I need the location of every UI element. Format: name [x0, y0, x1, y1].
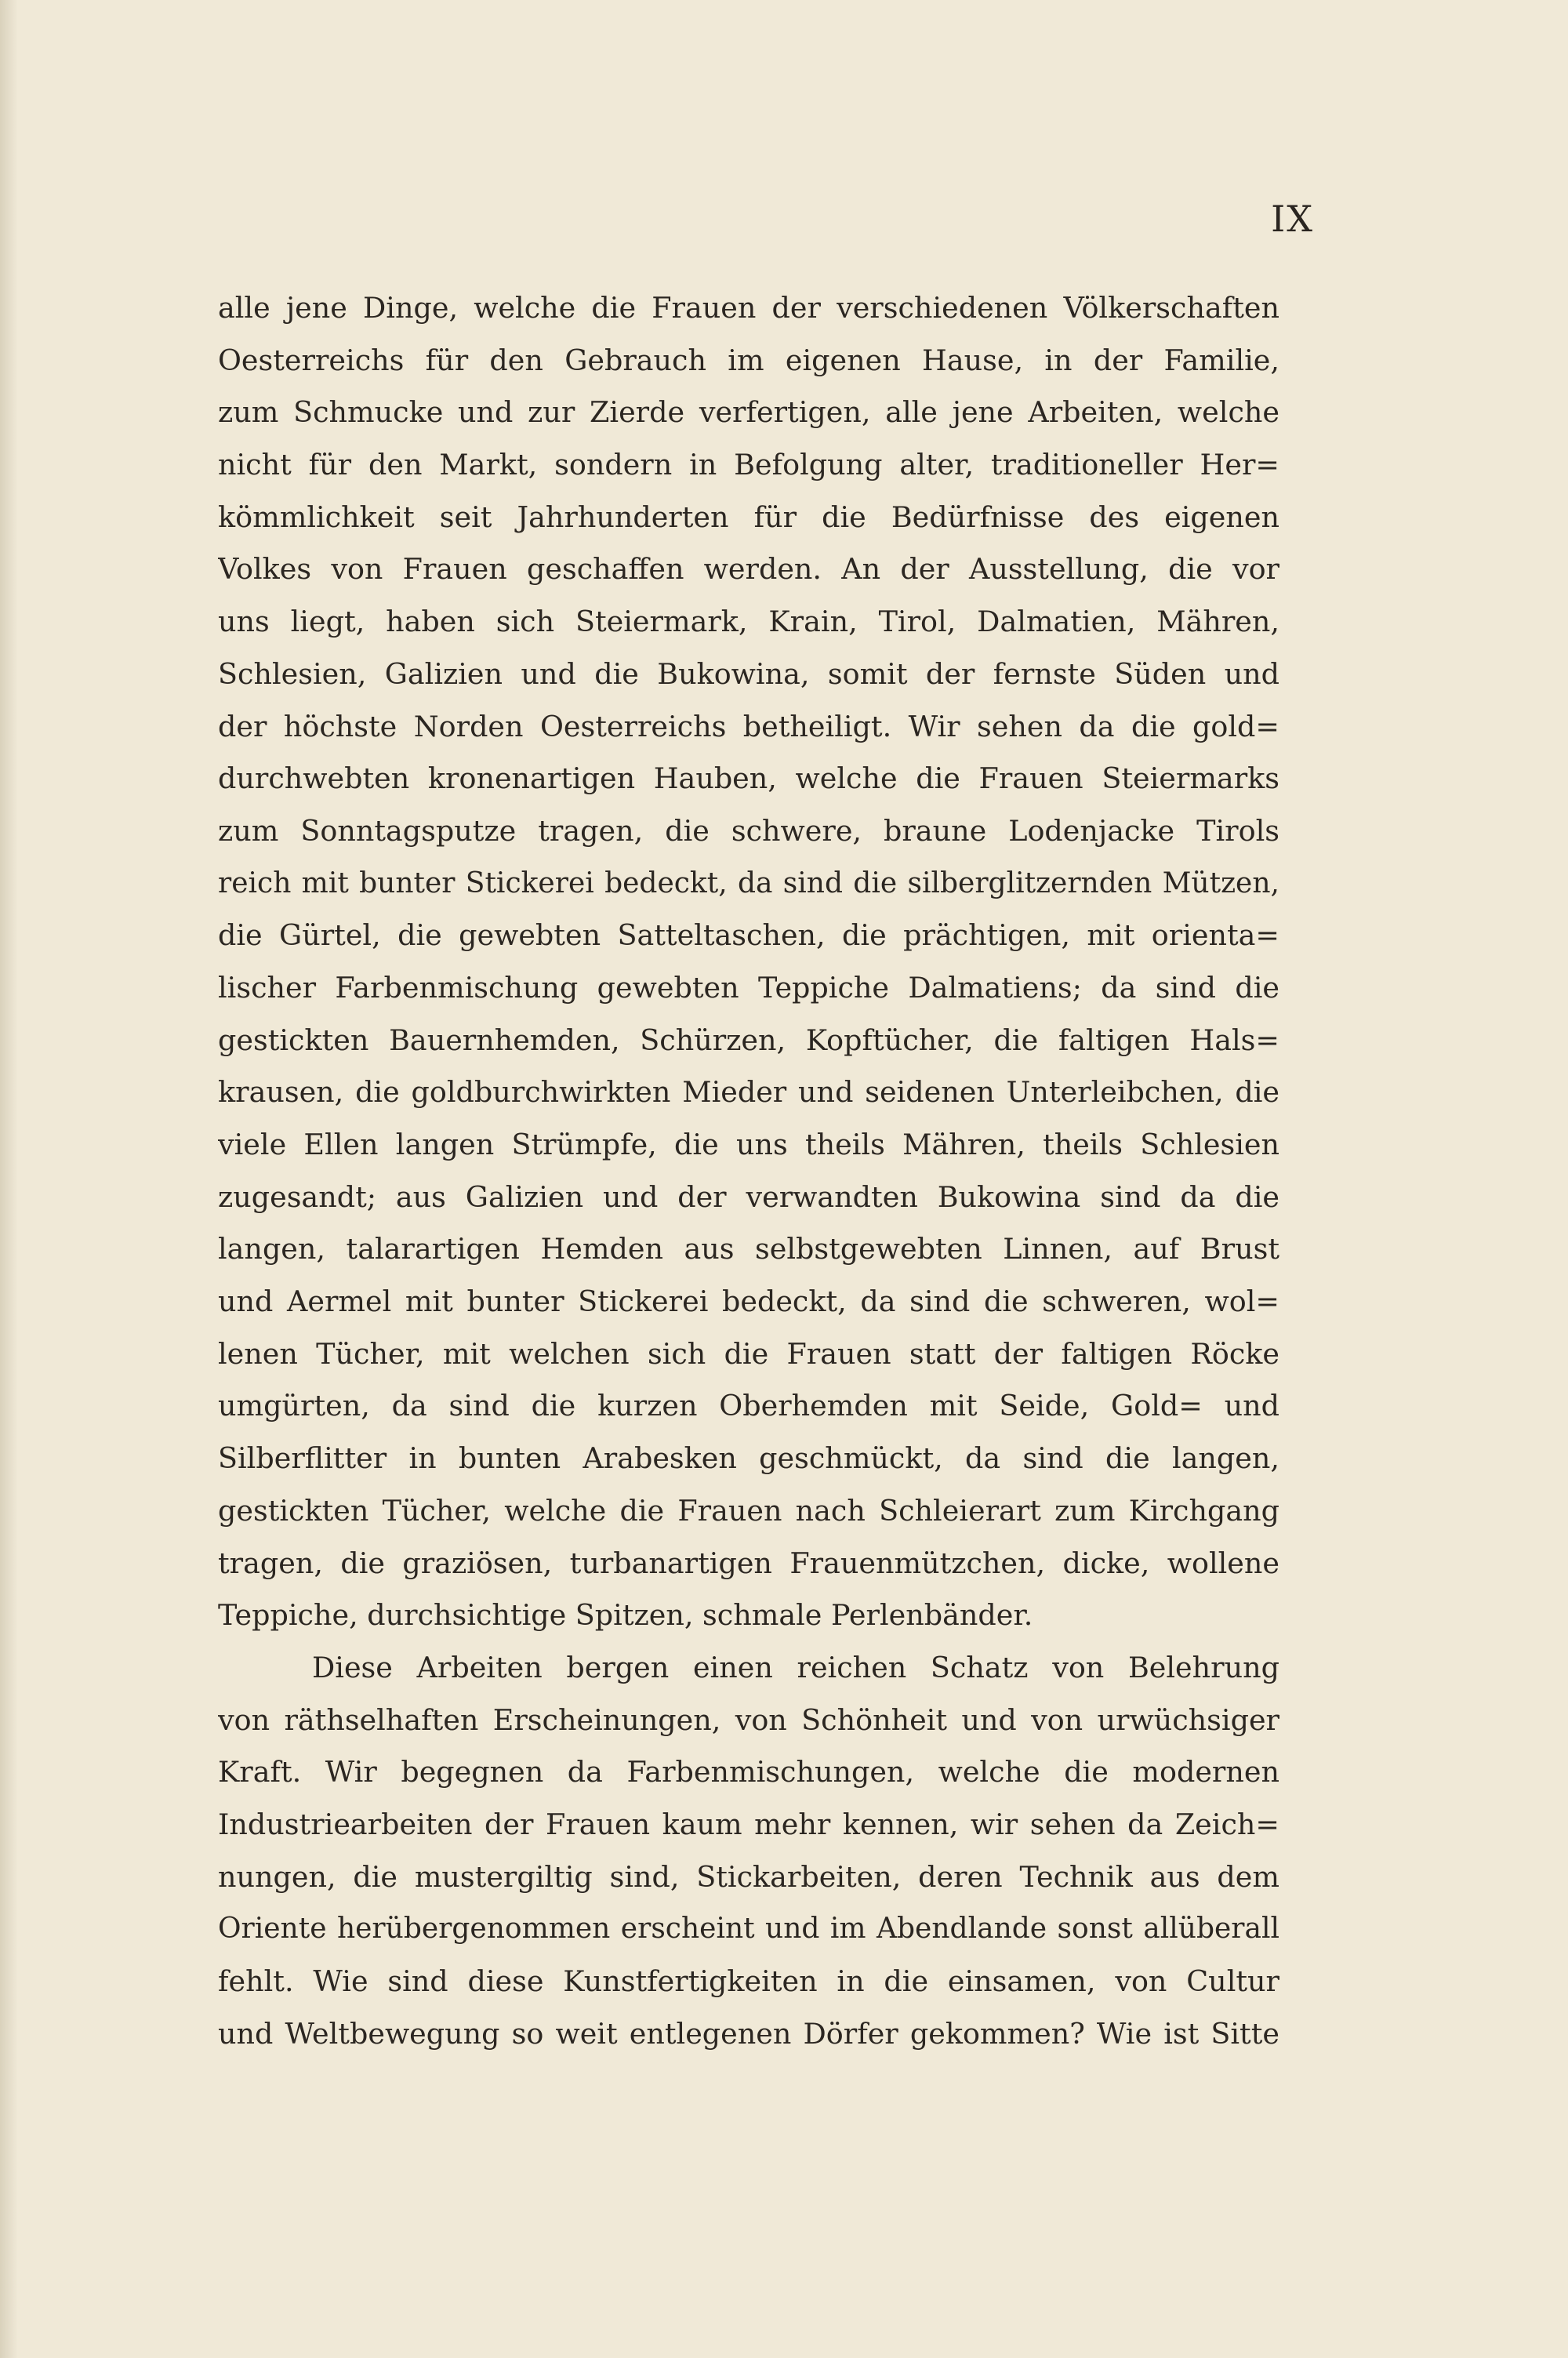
text-line: Diese Arbeiten bergen einen reichen Schatz von Belehrung	[312, 1650, 1279, 1684]
text-line: die Gürtel, die gewebten Satteltaschen, die prächtigen, mit orienta=	[218, 918, 1279, 953]
text-line: Industriearbeiten der Frauen kaum mehr kennen, wir sehen da Zeich=	[218, 1807, 1279, 1841]
text-line: viele Ellen langen Strümpfe, die uns theils Mähren, theils Schlesien	[218, 1128, 1279, 1161]
text-line: tragen, die graziösen, turbanartigen Frauenmützchen, dicke, wollene	[218, 1546, 1279, 1580]
text-line: alle jene Dinge, welche die Frauen der verschiedenen Völkerschaften	[218, 291, 1279, 325]
text-line: zugesandt; aus Galizien und der verwandten Bukowina sind da die	[218, 1179, 1279, 1214]
text-line: von räthselhaften Erscheinungen, von Schönheit und von urwüchsiger	[218, 1702, 1279, 1737]
text-line: uns liegt, haben sich Steiermark, Krain, Tirol, Dalmatien, Mähren,	[218, 605, 1279, 639]
text-line: Volkes von Frauen geschaffen werden. An der Ausstellung, die vor	[218, 552, 1279, 587]
text-line: der höchste Norden Oesterreichs betheiligt. Wir sehen da die gold=	[218, 709, 1279, 743]
text-line: umgürten, da sind die kurzen Oberhemden mit Seide, Gold= und	[218, 1389, 1279, 1423]
text-line: nungen, die mustergiltig sind, Stickarbeiten, deren Technik aus dem	[218, 1859, 1279, 1894]
text-line: zum Schmucke und zur Zierde verfertigen, alle jene Arbeiten, welche	[218, 395, 1279, 430]
text-line: Silberflitter in bunten Arabesken geschmückt, da sind die langen,	[218, 1441, 1279, 1476]
text-line: durchwebten kronenartigen Hauben, welche die Frauen Steiermarks	[218, 761, 1279, 796]
text-line: Oriente herübergenommen erscheint und im Abendlande sonst allüberall	[218, 1913, 1279, 1946]
text-line: zum Sonntagsputze tragen, die schwere, braune Lodenjacke Tirols	[218, 813, 1279, 848]
page-number: IX	[1271, 198, 1314, 240]
text-line: gestickten Tücher, welche die Frauen nach Schleierart zum Kirchgang	[218, 1493, 1279, 1528]
text-line: langen, talarartigen Hemden aus selbstgewebten Linnen, auf Brust	[218, 1232, 1279, 1266]
text-line: Schlesien, Galizien und die Bukowina, somit der fernste Süden und	[218, 656, 1279, 691]
body-text	[218, 282, 1279, 2060]
text-line: gestickten Bauernhemden, Schürzen, Kopftücher, die faltigen Hals=	[218, 1023, 1279, 1057]
text-line: fehlt. Wie sind diese Kunstfertigkeiten in die einsamen, von Cultur	[218, 1964, 1279, 1998]
page-edge-shadow	[0, 0, 17, 2358]
text-line: Kraft. Wir begegnen da Farbenmischungen, welche die modernen	[218, 1755, 1279, 1789]
text-line: nicht für den Markt, sondern in Befolgung alter, traditioneller Her=	[218, 448, 1279, 482]
text-line: krausen, die goldburchwirkten Mieder und seidenen Unterleibchen, die	[218, 1075, 1279, 1110]
text-line: und Aermel mit bunter Stickerei bedeckt, da sind die schweren, wol=	[218, 1284, 1279, 1319]
text-line: lischer Farbenmischung gewebten Teppiche Dalmatiens; da sind die	[218, 970, 1279, 1005]
text-line: kömmlichkeit seit Jahrhunderten für die Bedürfnisse des eigenen	[218, 500, 1279, 534]
text-line: lenen Tücher, mit welchen sich die Frauen statt der faltigen Röcke	[218, 1336, 1279, 1371]
text-line: und Weltbewegung so weit entlegenen Dörfer gekommen? Wie ist Sitte	[218, 2016, 1279, 2051]
text-line: Oesterreichs für den Gebrauch im eigenen Hause, in der Familie,	[218, 343, 1279, 377]
text-line: reich mit bunter Stickerei bedeckt, da sind die silberglitzernden Mützen,	[218, 867, 1279, 899]
text-line: Teppiche, durchsichtige Spitzen, schmale Perlenbänder.	[218, 1598, 1033, 1633]
